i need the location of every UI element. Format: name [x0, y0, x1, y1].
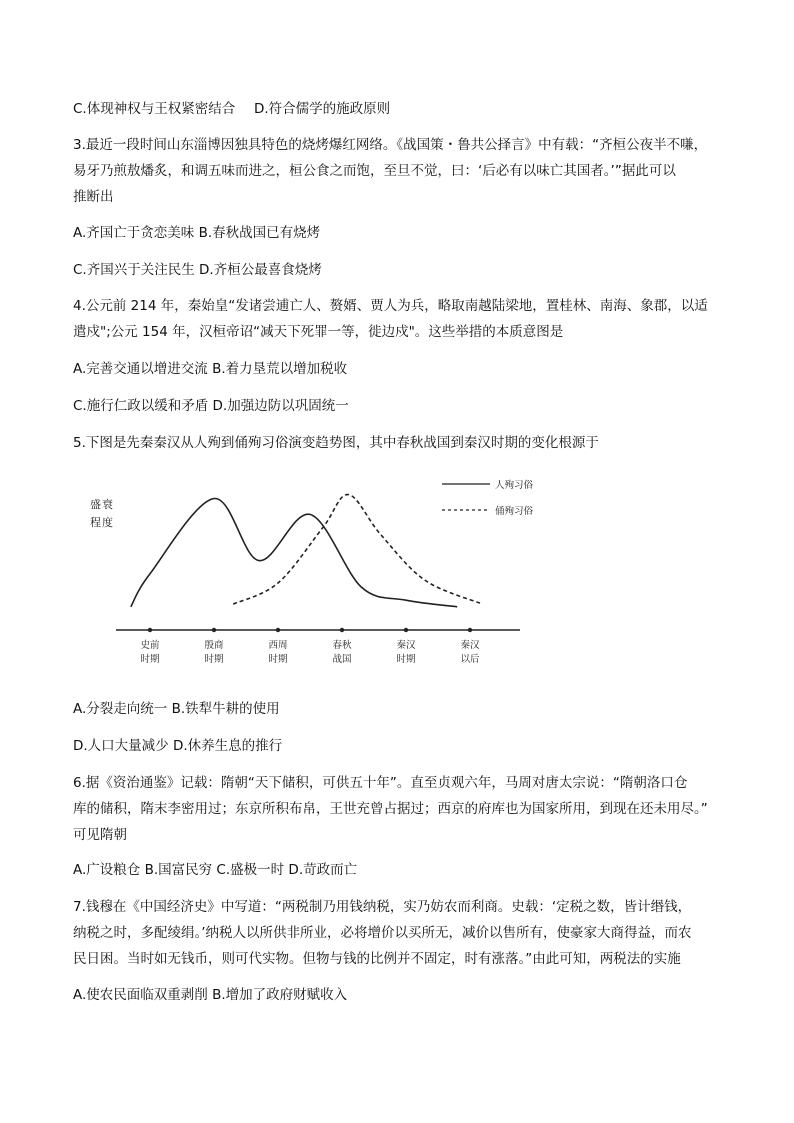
q5-options-ab: A.分裂走向统一 B.铁犁牛耕的使用 [73, 701, 280, 717]
category-tick [148, 628, 152, 632]
legend [442, 479, 534, 517]
q3-options-ab: A.齐国亡于贪恋美味 B.春秋战国已有烧烤 [73, 225, 321, 241]
q4-options-ab: A.完善交通以增进交流 B.着力垦荒以增加税收 [73, 361, 348, 377]
y-axis-label-char: 度 [102, 516, 113, 529]
category-label: 西周 [268, 640, 288, 651]
q7-line-3: 民日困。当时如无钱币，则可代实物。但物与钱的比例并不固定，时有涨落。”由此可知，两税法的实施 [73, 951, 681, 967]
q4-options-cd: C.施行仁政以缓和矛盾 D.加强边防以巩固统一 [73, 398, 349, 414]
category-label: 秦汉 [460, 640, 480, 651]
q6-line-3: 可见隋朝 [73, 827, 127, 843]
category-label: 以后 [460, 654, 480, 665]
category-label: 时期 [204, 654, 224, 665]
category-tick [276, 628, 280, 632]
q4-line-1: 4.公元前 214 年，秦始皇“发诸尝逋亡人、赘婿、贾人为兵，略取南越陆梁地，置桂林、南海、象郡，以适 [73, 298, 708, 314]
q3-options-cd: C.齐国兴于关注民生 D.齐桓公最喜食烧烤 [73, 262, 322, 278]
category-label: 殷商 [204, 640, 224, 651]
q7-line-1: 7.钱穆在《中国经济史》中写道：“两税制乃用钱纳税，实乃妨农而利商。史载：‘定税之数，皆计缗钱， [73, 899, 692, 915]
y-axis-label-char: 程 [90, 516, 101, 529]
q6-line-1: 6.据《资治通鉴》记载：隋朝“天下储积，可供五十年”。直至贞观六年，马周对唐太宗说：“隋朝洛口仓 [73, 775, 688, 791]
q3-line-3: 推断出 [73, 189, 114, 205]
series-line-2 [233, 495, 483, 605]
q7-options-ab: A.使农民面临双重剥削 B.增加了政府财赋收入 [73, 987, 348, 1003]
series-line-1 [131, 499, 457, 607]
category-label: 春秋 [332, 640, 352, 651]
trend-chart [80, 470, 540, 670]
q6-options: A.广设粮仓 B.国富民穷 C.盛极一时 D.苛政而亡 [73, 862, 358, 878]
category-label: 时期 [396, 654, 416, 665]
line-1a: C.体现神权与王权紧密结合 [73, 101, 236, 117]
category-tick [468, 628, 472, 632]
y-axis-label-char: 盛 [90, 498, 101, 511]
category-label: 秦汉 [396, 640, 416, 651]
category-tick [404, 628, 408, 632]
category-label: 时期 [268, 654, 288, 665]
q3-line-2: 易牙乃煎敖燔炙，和调五味而进之，桓公食之而饱，至旦不觉，曰：‘后必有以味亡其国者。’”据此可以 [73, 163, 676, 179]
y-axis-label [90, 497, 113, 529]
category-tick [212, 628, 216, 632]
q6-line-2: 库的储积，隋末李密用过；东京所积布帛，王世充曾占据过；西京的府库也为国家所用，到现在还未用尽。” [73, 801, 708, 817]
q7-line-2: 纳税之时，多配绫绢。’纳税人以所供非所业，必将增价以买所无，减价以售所有，使豪家大商得益，而农 [73, 925, 692, 941]
category-ticks [140, 628, 480, 665]
category-tick [340, 628, 344, 632]
q5-options-cd: D.人口大量减少 D.休养生息的推行 [73, 738, 283, 754]
legend-label: 俑殉习俗 [495, 506, 534, 517]
category-label: 时期 [140, 654, 160, 665]
y-axis-label-char: 衰 [102, 498, 113, 511]
category-label: 战国 [332, 654, 352, 665]
category-label: 史前 [140, 640, 160, 651]
legend-label: 人殉习俗 [495, 480, 534, 491]
q3-line-1: 3.最近一段时间山东淄博因独具特色的烧烤爆红网络。《战国策・鲁共公择言》中有载：“齐桓公夜半不嗛， [73, 137, 708, 153]
series-group [131, 495, 483, 607]
q4-line-2: 遣戍";公元 154 年，汉桓帝诏“减天下死罪一等，徙边戍"。这些举措的本质意图是 [73, 324, 564, 340]
q5-line-1: 5.下图是先秦秦汉从人殉到俑殉习俗演变趋势图，其中春秋战国到秦汉时期的变化根源于 [73, 435, 599, 451]
trend-chart-svg [80, 470, 540, 670]
line-1b: D.符合儒学的施政原则 [254, 101, 391, 117]
